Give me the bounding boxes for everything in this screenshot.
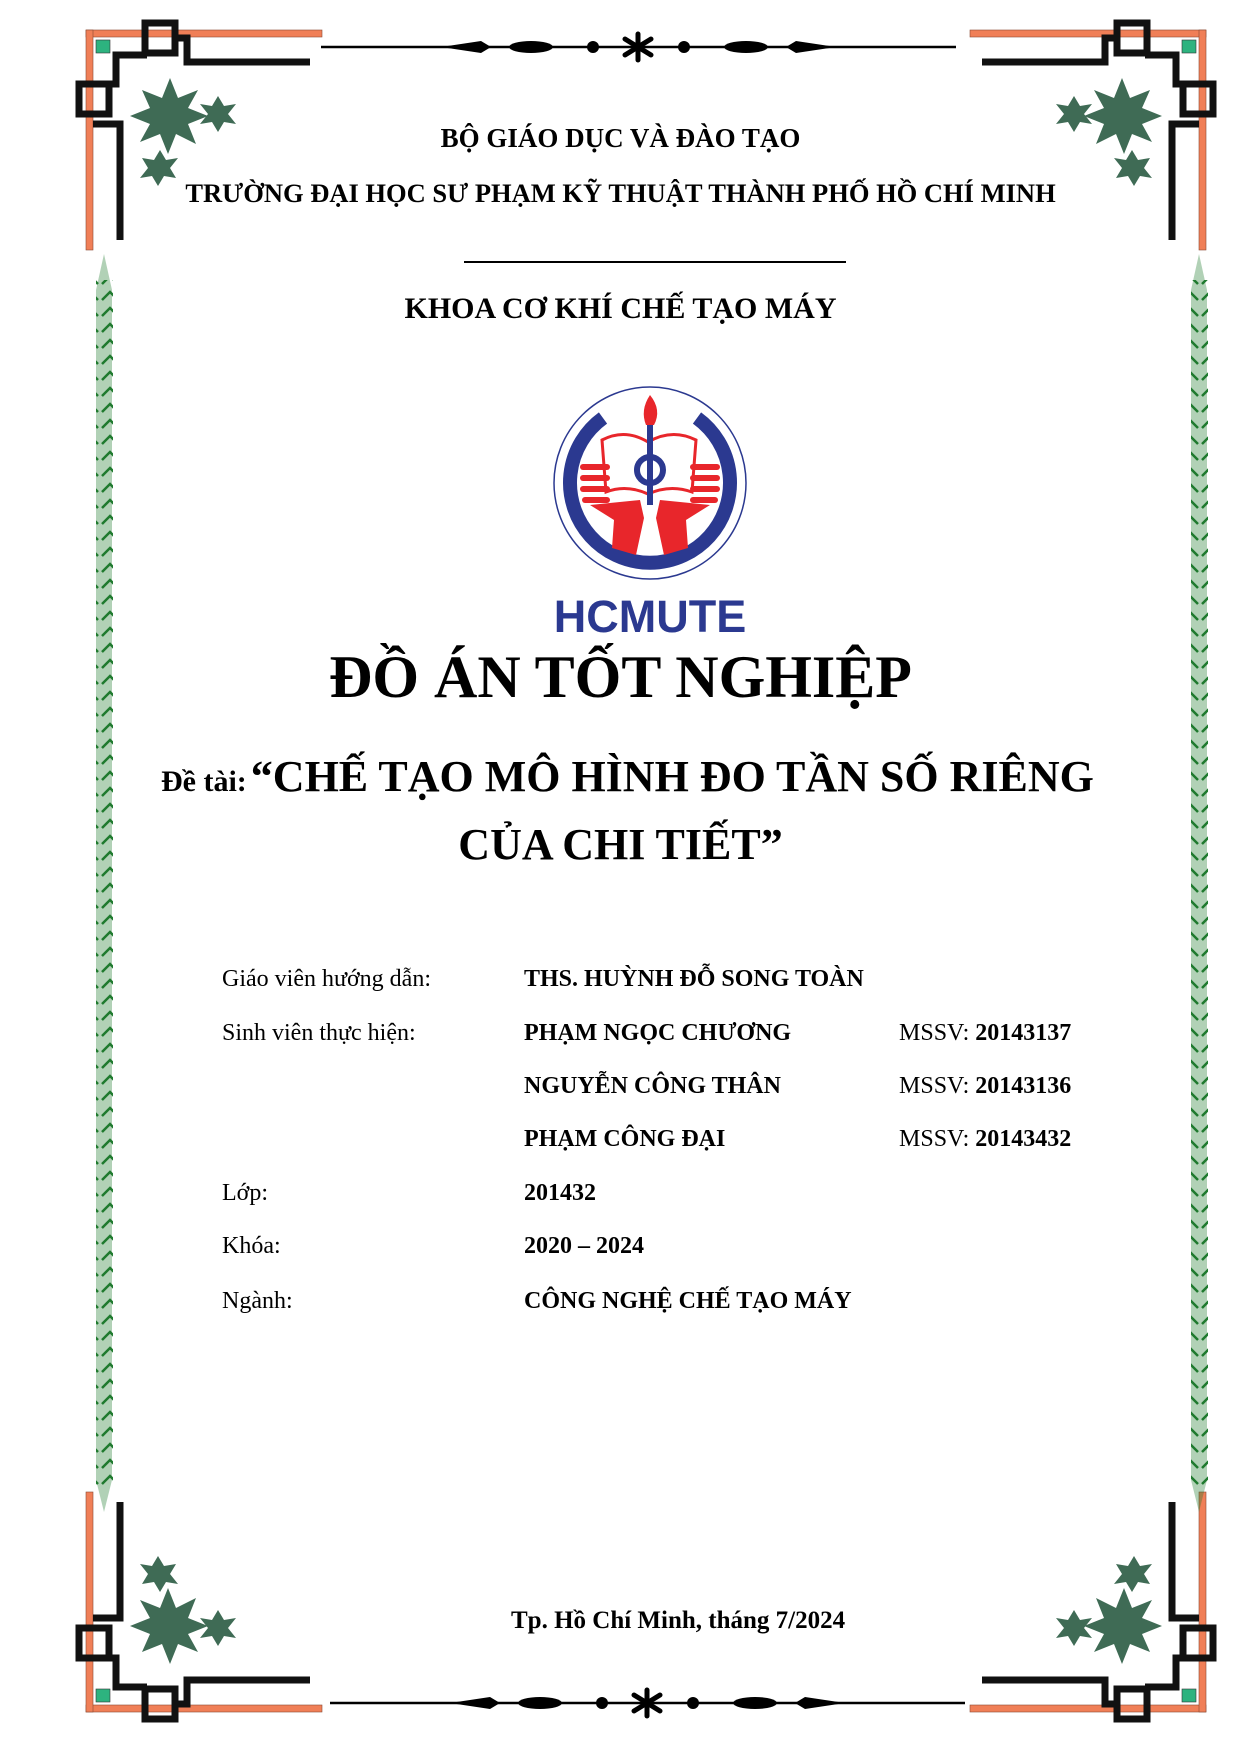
bottom-ornament-divider: [330, 1690, 965, 1716]
student-row: [0, 1124, 1241, 1154]
course-value: 2020 – 2024: [524, 1233, 644, 1259]
faculty-name: KHOA CƠ KHÍ CHẾ TẠO MÁY: [404, 292, 837, 325]
corner-ornament-bottom-left: [79, 1492, 322, 1719]
advisor-row: [0, 964, 1241, 994]
left-vine: [96, 254, 113, 1512]
student-name: NGUYỄN CÔNG THÂN: [524, 1073, 781, 1099]
corner-ornament-bottom-right: [970, 1492, 1213, 1719]
student-name: PHẠM NGỌC CHƯƠNG: [524, 1020, 792, 1046]
student-id: MSSV: 20143432: [899, 1126, 1072, 1152]
major-label: Ngành:: [222, 1288, 293, 1314]
student-id: MSSV: 20143136: [899, 1073, 1072, 1099]
student-row: [0, 1071, 1241, 1101]
student-id: MSSV: 20143137: [899, 1020, 1072, 1046]
major-row: [0, 1286, 1241, 1316]
class-row: [0, 1178, 1241, 1208]
class-label: Lớp:: [222, 1180, 269, 1206]
right-vine: [1191, 254, 1208, 1512]
topic-title-part-1: “CHẾ TẠO MÔ HÌNH ĐO TẦN SỐ RIÊNG: [250, 752, 1094, 801]
topic-title-part-2: CỦA CHI TIẾT”: [458, 820, 783, 869]
place-and-date: Tp. Hồ Chí Minh, tháng 7/2024: [511, 1607, 846, 1634]
advisor-label: Giáo viên hướng dẫn:: [222, 966, 431, 992]
topic-label: Đề tài:: [161, 765, 247, 798]
document-title: ĐỒ ÁN TỐT NGHIỆP: [329, 644, 912, 710]
university-logo: [554, 387, 746, 579]
top-ornament-divider: [321, 34, 956, 60]
student-row: [0, 1018, 1241, 1048]
class-value: 201432: [524, 1180, 596, 1206]
ministry-name: BỘ GIÁO DỤC VÀ ĐÀO TẠO: [440, 123, 801, 153]
course-row: [0, 1231, 1241, 1261]
logo-text: HCMUTE: [553, 591, 747, 642]
student-name: PHẠM CÔNG ĐẠI: [524, 1126, 726, 1152]
major-value: CÔNG NGHỆ CHẾ TẠO MÁY: [524, 1288, 852, 1314]
topic-line-1: [161, 752, 1094, 812]
course-label: Khóa:: [222, 1233, 281, 1259]
students-label: Sinh viên thực hiện:: [222, 1020, 416, 1046]
advisor-name: THS. HUỲNH ĐỖ SONG TOÀN: [524, 966, 864, 992]
university-name: TRƯỜNG ĐẠI HỌC SƯ PHẠM KỸ THUẬT THÀNH PHỐ HỒ CHÍ MINH: [185, 178, 1056, 208]
